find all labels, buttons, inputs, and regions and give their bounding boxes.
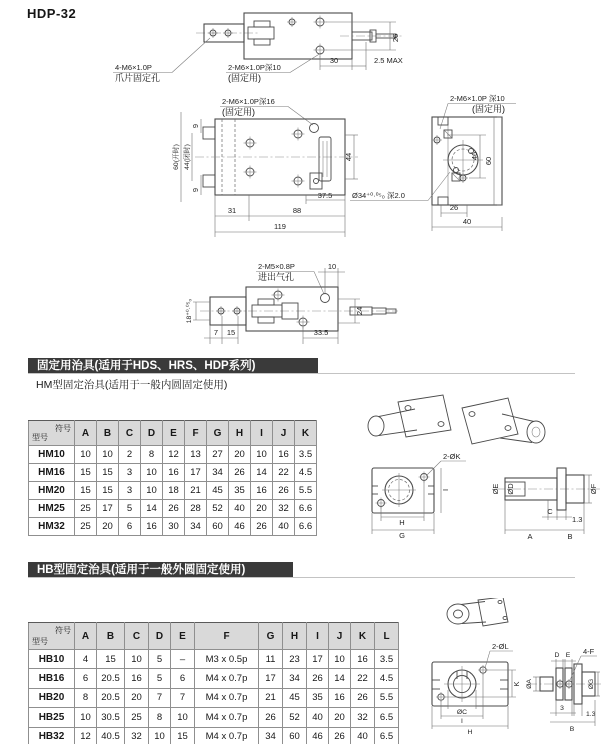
value-cell: 17 xyxy=(259,669,283,688)
column-header: C xyxy=(119,421,141,446)
column-header: G xyxy=(207,421,229,446)
value-cell: 6.6 xyxy=(295,500,317,518)
column-header: D xyxy=(141,421,163,446)
hb-holes-label: 2-ØL xyxy=(492,642,509,651)
model-cell: HM32 xyxy=(29,518,75,536)
hm-dim-g: G xyxy=(399,531,405,540)
value-cell: 10 xyxy=(171,708,195,727)
dim-60-open: 60(开时) xyxy=(173,144,180,170)
hm-subtitle: HM型固定治具(适用于一般内圆固定使用) xyxy=(36,379,228,391)
value-cell: 3 xyxy=(119,482,141,500)
value-cell: 52 xyxy=(207,500,229,518)
table-row xyxy=(29,650,399,669)
column-header: C xyxy=(125,623,149,650)
value-cell: 30 xyxy=(163,518,185,536)
value-cell: 15 xyxy=(75,464,97,482)
value-cell: 16 xyxy=(141,518,163,536)
dim-37-5: 37.5 xyxy=(317,191,333,200)
fix10-label: 2-M6×1.0P 深10 xyxy=(450,94,505,103)
port-label-cn: 进出气孔 xyxy=(258,272,295,282)
dim-88: 88 xyxy=(292,206,302,215)
column-header: F xyxy=(195,623,259,650)
value-cell: 16 xyxy=(329,688,351,707)
hm-dim-oe: ØE xyxy=(491,483,500,495)
value-cell: 10 xyxy=(75,708,97,727)
column-header: E xyxy=(171,623,195,650)
value-cell: 6.5 xyxy=(375,708,399,727)
side-view-drawing xyxy=(350,94,516,231)
dim-2-5-max: 2.5 MAX xyxy=(374,56,403,65)
hm-dim-h: H xyxy=(399,518,405,527)
hm-dim-of: ØF xyxy=(589,483,598,495)
hm-holes-label: 2-ØK xyxy=(443,452,461,461)
value-cell: 8 xyxy=(75,688,97,707)
page-title: HDP-32 xyxy=(27,6,77,21)
hb-front-view xyxy=(432,642,521,736)
table-corner-cell xyxy=(29,421,75,446)
dim-7: 7 xyxy=(213,328,219,337)
section-rule xyxy=(28,373,575,374)
value-cell: 20 xyxy=(251,500,273,518)
value-cell: 34 xyxy=(185,518,207,536)
value-cell: 10 xyxy=(149,727,171,744)
value-cell: M4 x 0.7p xyxy=(195,708,259,727)
value-cell: 22 xyxy=(273,464,295,482)
value-cell: 7 xyxy=(149,688,171,707)
value-cell: 40 xyxy=(229,500,251,518)
table-row xyxy=(29,688,399,707)
table-row xyxy=(29,500,317,518)
dim-46: 46 xyxy=(470,151,479,161)
table-corner-cell xyxy=(29,623,75,650)
value-cell: 60 xyxy=(283,727,307,744)
dim-30: 30 xyxy=(329,56,339,65)
screw-section-hatch xyxy=(444,130,460,181)
bore-label: Ø34⁺⁰·⁰⁵₀ 深2.0 xyxy=(352,191,405,200)
hm-dim-b: B xyxy=(567,532,573,541)
value-cell: 26 xyxy=(251,518,273,536)
value-cell: 45 xyxy=(283,688,307,707)
value-cell: 13 xyxy=(185,446,207,464)
value-cell: 60 xyxy=(207,518,229,536)
value-cell: 6 xyxy=(119,518,141,536)
hb-screws-label: 4-F xyxy=(583,647,595,656)
value-cell: 22 xyxy=(351,669,375,688)
value-cell: 14 xyxy=(329,669,351,688)
column-header: G xyxy=(259,623,283,650)
value-cell: 14 xyxy=(251,464,273,482)
corner-label-top: 符号 xyxy=(55,424,71,433)
hb-dim-h: H xyxy=(467,729,473,736)
value-cell: 16 xyxy=(125,669,149,688)
value-cell: 35 xyxy=(307,688,329,707)
value-cell: 3.5 xyxy=(375,650,399,669)
claw-holes-label: 4-M6×1.0P xyxy=(115,63,152,72)
value-cell: 17 xyxy=(185,464,207,482)
value-cell: M3 x 0.5p xyxy=(195,650,259,669)
value-cell: 46 xyxy=(229,518,251,536)
value-cell: 32 xyxy=(273,500,295,518)
value-cell: 32 xyxy=(125,727,149,744)
value-cell: 27 xyxy=(207,446,229,464)
value-cell: 4.5 xyxy=(295,464,317,482)
port-label: 2-M5×0.8P xyxy=(258,262,295,271)
top-view-drawing xyxy=(113,13,404,83)
value-cell: 40.5 xyxy=(97,727,125,744)
table-row xyxy=(29,482,317,500)
fix16-label: 2-M6×1.0P深16 xyxy=(222,97,275,106)
table-row xyxy=(29,727,399,744)
corner-label-bottom: 型号 xyxy=(32,637,48,646)
value-cell: 4 xyxy=(75,650,97,669)
column-header: F xyxy=(185,421,207,446)
model-cell: HB25 xyxy=(29,708,75,727)
hm-isometric-views xyxy=(368,395,545,444)
value-cell: 15 xyxy=(97,482,119,500)
value-cell: 28 xyxy=(185,500,207,518)
value-cell: 21 xyxy=(259,688,283,707)
value-cell: M4 x 0.7p xyxy=(195,727,259,744)
value-cell: 16 xyxy=(251,482,273,500)
value-cell: 11 xyxy=(259,650,283,669)
value-cell: 15 xyxy=(171,727,195,744)
hb-dim-i: I xyxy=(461,718,463,725)
value-cell: 26 xyxy=(329,727,351,744)
value-cell: 25 xyxy=(75,500,97,518)
value-cell: 15 xyxy=(75,482,97,500)
front-view-drawing xyxy=(171,97,358,237)
hb-side-view xyxy=(526,647,601,733)
hm-dim-1-3: 1.3 xyxy=(572,515,583,524)
column-header: K xyxy=(351,623,375,650)
value-cell: 6 xyxy=(75,669,97,688)
column-header: K xyxy=(295,421,317,446)
value-cell: 3 xyxy=(119,464,141,482)
value-cell: 20 xyxy=(329,708,351,727)
value-cell: 20 xyxy=(125,688,149,707)
dim-18: 18⁺⁰·⁰⁵₀ xyxy=(186,298,193,324)
value-cell: 17 xyxy=(97,500,119,518)
column-header: L xyxy=(375,623,399,650)
fix10-label-cn: (固定用) xyxy=(472,104,505,114)
section-rule xyxy=(28,577,575,578)
hm-dim-od: ØD xyxy=(506,483,515,495)
column-header: A xyxy=(75,623,97,650)
column-header: A xyxy=(75,421,97,446)
value-cell: 15 xyxy=(97,650,125,669)
dim-9-top: 9 xyxy=(191,123,200,129)
hb-dim-b: B xyxy=(569,726,575,733)
column-header: H xyxy=(229,421,251,446)
model-cell: HM10 xyxy=(29,446,75,464)
hb-dim-oc: ØC xyxy=(456,709,468,716)
value-cell: 12 xyxy=(163,446,185,464)
value-cell: 21 xyxy=(185,482,207,500)
value-cell: 3.5 xyxy=(295,446,317,464)
value-cell: 10 xyxy=(125,650,149,669)
dim-33-5: 33.5 xyxy=(313,328,329,337)
hb-dim-3: 3 xyxy=(560,705,564,712)
dim-44-closed: 44(闭时) xyxy=(184,144,191,170)
value-cell: 26 xyxy=(229,464,251,482)
hm-spec-table xyxy=(28,420,317,536)
value-cell: 34 xyxy=(283,669,307,688)
value-cell: 16 xyxy=(351,650,375,669)
hb-dim-k: K xyxy=(512,681,521,687)
hm-side-view xyxy=(491,468,600,541)
value-cell: 16 xyxy=(163,464,185,482)
value-cell: 12 xyxy=(75,727,97,744)
value-cell: M4 x 0.7p xyxy=(195,669,259,688)
hb-dim-og: ØG xyxy=(588,678,595,690)
corner-label-top: 符号 xyxy=(55,626,71,635)
value-cell: 34 xyxy=(207,464,229,482)
hm-front-view xyxy=(372,452,466,540)
value-cell: 26 xyxy=(259,708,283,727)
value-cell: – xyxy=(171,650,195,669)
value-cell: 40 xyxy=(351,727,375,744)
value-cell: 20.5 xyxy=(97,688,125,707)
value-cell: 6 xyxy=(171,669,195,688)
value-cell: 10 xyxy=(141,482,163,500)
value-cell: 26 xyxy=(351,688,375,707)
hb-spec-table xyxy=(28,622,399,744)
hm-part-drawings xyxy=(340,388,603,548)
section-header-hm xyxy=(28,358,318,374)
hb-dim-e: E xyxy=(565,652,571,659)
dim-26: 26 xyxy=(391,33,400,43)
value-cell: 32 xyxy=(351,708,375,727)
column-header: D xyxy=(149,623,171,650)
value-cell: M4 x 0.7p xyxy=(195,688,259,707)
column-header: E xyxy=(163,421,185,446)
table-row xyxy=(29,669,399,688)
bottom-view-drawing xyxy=(185,262,398,344)
dim-10: 10 xyxy=(327,262,337,271)
section-header-hb xyxy=(28,562,293,578)
hm-dim-a: A xyxy=(527,532,533,541)
value-cell: 26 xyxy=(163,500,185,518)
column-header: J xyxy=(329,623,351,650)
value-cell: 26 xyxy=(273,482,295,500)
column-header: H xyxy=(283,623,307,650)
model-cell: HM25 xyxy=(29,500,75,518)
value-cell: 45 xyxy=(207,482,229,500)
column-header: B xyxy=(97,421,119,446)
column-header: J xyxy=(273,421,295,446)
hb-dim-oa: ØA xyxy=(526,679,533,689)
header-row xyxy=(29,421,317,446)
value-cell: 46 xyxy=(307,727,329,744)
value-cell: 5 xyxy=(149,650,171,669)
value-cell: 4.5 xyxy=(375,669,399,688)
value-cell: 10 xyxy=(251,446,273,464)
fix-holes-label: 2-M6×1.0P深10 xyxy=(228,63,281,72)
hm-dim-c: C xyxy=(547,507,553,516)
column-header: B xyxy=(97,623,125,650)
section-header-hb-text: HB型固定治具(适用于一般外圆固定使用) xyxy=(37,564,246,576)
hb-dim-1-3: 1.3 xyxy=(586,711,596,718)
column-header: I xyxy=(251,421,273,446)
value-cell: 35 xyxy=(229,482,251,500)
value-cell: 5.5 xyxy=(375,688,399,707)
model-cell: HM20 xyxy=(29,482,75,500)
value-cell: 17 xyxy=(307,650,329,669)
hb-isometric-view xyxy=(447,598,508,626)
value-cell: 23 xyxy=(283,650,307,669)
model-label-sticker xyxy=(319,137,331,181)
dim-119: 119 xyxy=(274,222,286,231)
dim-24: 24 xyxy=(355,306,364,316)
value-cell: 16 xyxy=(273,446,295,464)
table-row xyxy=(29,464,317,482)
value-cell: 52 xyxy=(283,708,307,727)
table-row xyxy=(29,708,399,727)
value-cell: 18 xyxy=(163,482,185,500)
value-cell: 25 xyxy=(125,708,149,727)
value-cell: 10 xyxy=(75,446,97,464)
value-cell: 5.5 xyxy=(295,482,317,500)
claw-holes-label-cn: 爪片固定孔 xyxy=(115,73,161,83)
dim-31: 31 xyxy=(227,206,237,215)
dim-60: 60 xyxy=(484,156,493,166)
value-cell: 2 xyxy=(119,446,141,464)
value-cell: 20.5 xyxy=(97,669,125,688)
value-cell: 10 xyxy=(141,464,163,482)
hb-dim-d: D xyxy=(554,652,560,659)
model-cell: HB16 xyxy=(29,669,75,688)
model-cell: HB32 xyxy=(29,727,75,744)
value-cell: 5 xyxy=(119,500,141,518)
value-cell: 30.5 xyxy=(97,708,125,727)
dim-40: 40 xyxy=(462,217,472,226)
value-cell: 20 xyxy=(97,518,119,536)
value-cell: 40 xyxy=(273,518,295,536)
technical-drawings xyxy=(0,0,603,360)
dim-9-bottom: 9 xyxy=(191,187,200,193)
value-cell: 20 xyxy=(229,446,251,464)
value-cell: 14 xyxy=(141,500,163,518)
dim-44: 44 xyxy=(344,152,353,162)
dim-15: 15 xyxy=(226,328,236,337)
value-cell: 8 xyxy=(149,708,171,727)
value-cell: 10 xyxy=(97,446,119,464)
table-row xyxy=(29,446,317,464)
hm-dim-i: I xyxy=(441,488,450,492)
value-cell: 34 xyxy=(259,727,283,744)
value-cell: 40 xyxy=(307,708,329,727)
value-cell: 5 xyxy=(149,669,171,688)
header-row xyxy=(29,623,399,650)
model-cell: HB10 xyxy=(29,650,75,669)
section-header-hm-text: 固定用治具(适用于HDS、HRS、HDP系列) xyxy=(37,360,256,372)
corner-label-bottom: 型号 xyxy=(32,433,48,442)
value-cell: 7 xyxy=(171,688,195,707)
hb-part-drawings xyxy=(400,598,603,744)
table-row xyxy=(29,518,317,536)
value-cell: 25 xyxy=(75,518,97,536)
model-cell: HB20 xyxy=(29,688,75,707)
value-cell: 10 xyxy=(329,650,351,669)
column-header: I xyxy=(307,623,329,650)
dim-26-side: 26 xyxy=(449,203,459,212)
value-cell: 26 xyxy=(307,669,329,688)
fix-holes-label-cn: (固定用) xyxy=(228,73,261,83)
value-cell: 6.6 xyxy=(295,518,317,536)
fix16-label-cn: (固定用) xyxy=(222,107,255,117)
model-cell: HM16 xyxy=(29,464,75,482)
value-cell: 15 xyxy=(97,464,119,482)
value-cell: 6.5 xyxy=(375,727,399,744)
value-cell: 8 xyxy=(141,446,163,464)
